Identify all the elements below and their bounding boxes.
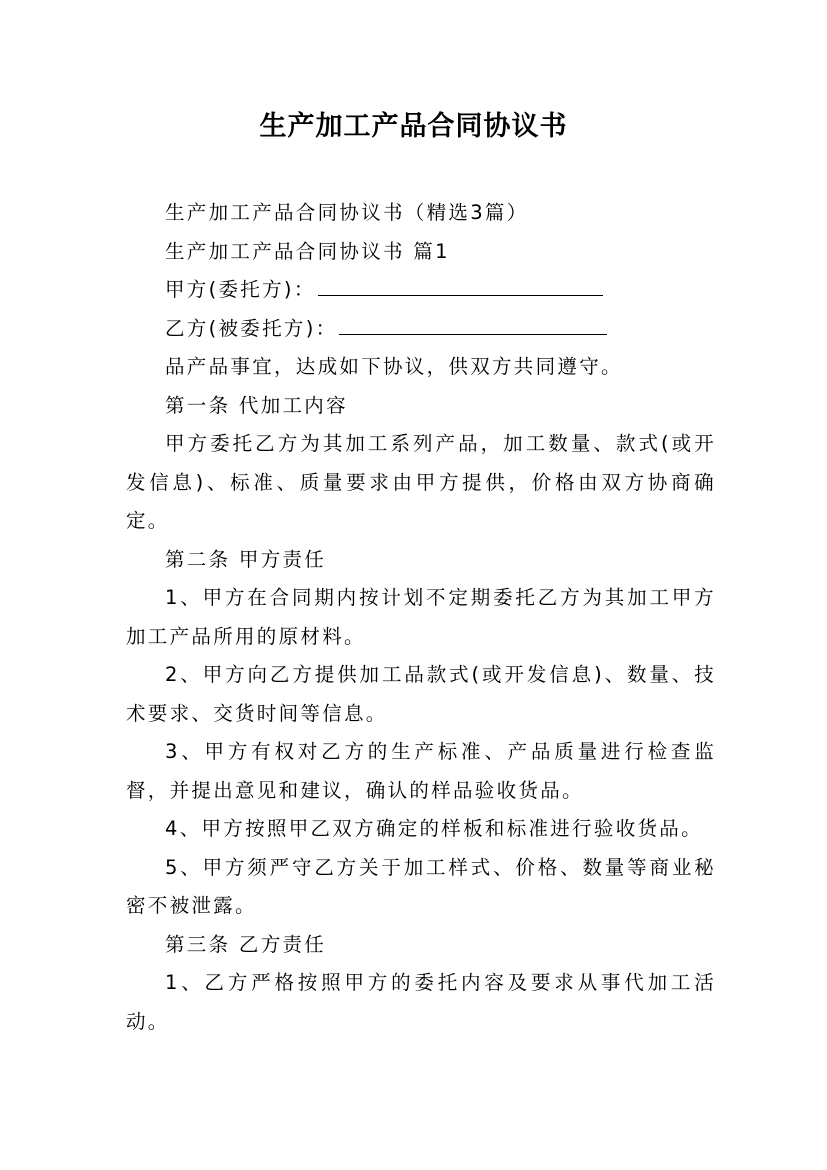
party-a-blank-line: [318, 294, 603, 296]
paragraph-selection-note: 生产加工产品合同协议书（精选3篇）: [165, 201, 529, 224]
article-2-item-2: 2、甲方向乙方提供加工品款式(或开发信息)、数量、技术要求、交货时间等信息。: [126, 663, 716, 725]
article-2-item-1: 1、甲方在合同期内按计划不定期委托乙方为其加工甲方加工产品所用的原材料。: [126, 586, 716, 648]
article-2-item-5: 5、甲方须严守乙方关于加工样式、价格、数量等商业秘密不被泄露。: [126, 855, 716, 917]
article-1-heading: 第一条 代加工内容: [165, 393, 348, 417]
party-b-label: 乙方(被委托方)：: [165, 316, 338, 340]
article-1-body: 甲方委托乙方为其加工系列产品，加工数量、款式(或开发信息)、标准、质量要求由甲方提供，价格由双方协商确定。: [126, 432, 716, 532]
document-title: 生产加工产品合同协议书: [259, 111, 568, 142]
article-2-item-3: 3、甲方有权对乙方的生产标准、产品质量进行检查监督，并提出意见和建议，确认的样品验收货品。: [126, 740, 716, 802]
article-3-item-1: 1、乙方严格按照甲方的委托内容及要求从事代加工活动。: [126, 971, 716, 1033]
party-a-line: [126, 271, 716, 310]
paragraph-agreement-intro: 品产品事宜，达成如下协议，供双方共同遵守。: [165, 355, 623, 378]
party-b-line: [126, 310, 716, 349]
article-2-heading: 第二条 甲方责任: [165, 547, 327, 571]
article-2-item-4: 4、甲方按照甲乙双方确定的样板和标准进行验收货品。: [165, 817, 703, 840]
document-body: [126, 194, 716, 1041]
party-b-blank-line: [339, 333, 607, 335]
paragraph-article-heading: 生产加工产品合同协议书 篇1: [165, 239, 450, 263]
party-a-label: 甲方(委托方)：: [165, 278, 316, 301]
article-3-heading: 第三条 乙方责任: [165, 932, 327, 956]
